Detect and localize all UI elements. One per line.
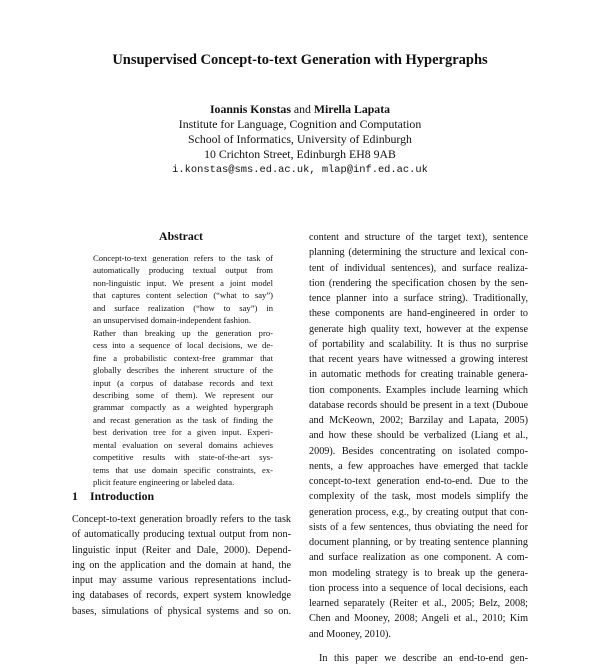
body-line: nents, a few approaches have emerged that tackle bbox=[309, 460, 528, 472]
body-line: and surface realization as one component. A com- bbox=[309, 552, 528, 564]
affiliation-line: Institute for Language, Cognition and Computation bbox=[178, 117, 422, 131]
body-line: In this paper we describe an end-to-end gen- bbox=[319, 652, 528, 664]
abstract-line: mental evaluation on several domains achieves bbox=[93, 439, 273, 450]
body-line: these components are hand-engineered in order to bbox=[309, 308, 528, 320]
author-2: Mirella Lapata bbox=[313, 102, 391, 116]
abstract-line: that captures content selection (“what to say”) bbox=[93, 290, 273, 301]
abstract-line: globally describes the inherent structure of the bbox=[93, 365, 273, 376]
section-number: 1 bbox=[72, 489, 78, 503]
abstract-body bbox=[93, 252, 273, 489]
author-emails: i.konstas@sms.ed.ac.uk, mlap@inf.ed.ac.uk bbox=[172, 164, 428, 176]
abstract-line: and surface realization (“how to say”) in bbox=[93, 302, 273, 313]
paper-title: Unsupervised Concept-to-text Generation with Hypergraphs bbox=[112, 52, 488, 68]
intro-left-column bbox=[72, 512, 291, 619]
body-line: generation process, e.g., by creating output that con- bbox=[309, 506, 528, 518]
body-line: and how these should be verbalized (Liang et al., bbox=[309, 430, 528, 442]
body-line: tion (rendering the specification chosen by the sen- bbox=[309, 277, 528, 289]
abstract-line: non-linguistic input. We present a joint model bbox=[93, 277, 273, 288]
body-line: tion components. Examples include learning which bbox=[309, 384, 528, 396]
body-line: bases, simulations of physical systems and so on. bbox=[72, 605, 291, 617]
body-line: planning (determining the structure and lexical con- bbox=[309, 247, 528, 259]
body-line: ing on the application and the domain at hand, the bbox=[72, 559, 291, 571]
abstract-line: competitive results with state-of-the-art sys- bbox=[93, 452, 273, 463]
abstract-line: an unsupervised domain-independent fashion. bbox=[93, 315, 251, 326]
abstract-line: plicit feature engineering or labeled data. bbox=[93, 477, 235, 488]
abstract-line: Rather than breaking up the generation pro- bbox=[93, 327, 273, 338]
body-line: content and structure of the target text), sentence bbox=[309, 232, 528, 243]
abstract-line: cess into a sequence of local decisions, we de- bbox=[93, 340, 273, 351]
author-conjunction: and bbox=[293, 102, 311, 116]
body-line: complexity of the task, most models simplify the bbox=[309, 491, 528, 503]
body-line: 2009). Besides concentrating on isolated compo- bbox=[309, 445, 528, 457]
author-block bbox=[0, 102, 600, 177]
abstract-line: grammar compactly as a weighted hypergraph bbox=[93, 402, 273, 413]
abstract-line: input (a corpus of database records and text bbox=[93, 377, 273, 388]
body-line: learned separately (Reiter et al., 2005; Belz, 2008; bbox=[309, 598, 528, 609]
abstract-line: tems that use domain specific constraints, ex- bbox=[93, 464, 273, 475]
section-heading-introduction bbox=[72, 489, 154, 504]
body-line: that recent years have witnessed a growing interest bbox=[309, 354, 528, 365]
author-names bbox=[0, 102, 600, 117]
body-line: input may assume various representations includ- bbox=[72, 575, 291, 586]
body-line: database records should be present in a text (Duboue bbox=[309, 399, 528, 411]
body-line: sists of a few sentences, thus obviating the need for bbox=[309, 521, 528, 533]
body-line: of automatically producing textual output from non- bbox=[72, 529, 291, 541]
intro-right-column bbox=[309, 230, 528, 666]
body-line: document planning, or by treating sentence planning bbox=[309, 537, 528, 548]
section-title: Introduction bbox=[90, 489, 155, 503]
abstract-line: fine a probabilistic context-free grammar that bbox=[93, 352, 273, 363]
author-1: Ioannis Konstas bbox=[209, 102, 291, 116]
affiliation-line: 10 Crichton Street, Edinburgh EH8 9AB bbox=[204, 147, 396, 161]
body-line: linguistic input (Reiter and Dale, 2000). Depend- bbox=[72, 544, 291, 556]
body-line: generate high quality text, however at the expense bbox=[309, 323, 528, 335]
abstract-line: Concept-to-text generation refers to the task of bbox=[93, 253, 273, 263]
body-line: mon modeling strategy is to break up the genera- bbox=[309, 567, 528, 579]
body-line: of portability and scalability. It is thus no surprise bbox=[309, 338, 528, 350]
body-line: tence planner into a surface string). Traditionally, bbox=[309, 293, 528, 304]
body-line: tion process into a sequence of local decisions, each bbox=[309, 582, 528, 594]
body-line: and Mooney, 2010). bbox=[309, 628, 391, 640]
abstract-line: automatically producing textual output from bbox=[93, 265, 273, 276]
body-line: tent of individual sentences), and surface realiza- bbox=[309, 262, 528, 274]
affiliation-line: School of Informatics, University of Edinburgh bbox=[188, 132, 412, 146]
body-line: ing databases of records, expert system knowledge bbox=[72, 590, 291, 602]
body-line: concept-to-text generation end-to-end. Due to the bbox=[309, 476, 528, 487]
body-line: in automatic methods for creating trainable genera- bbox=[309, 369, 528, 381]
body-line: Concept-to-text generation broadly refers to the task bbox=[72, 514, 291, 525]
abstract-line: describing some of them). We represent our bbox=[93, 389, 273, 400]
body-line: and McKeown, 2002; Barzilay and Lapata, 2005) bbox=[309, 415, 528, 426]
body-line: Chen and Mooney, 2008; Angeli et al., 2010; Kim bbox=[309, 613, 528, 625]
abstract-line: and recast generation as the task of finding the bbox=[93, 414, 273, 425]
abstract-heading: Abstract bbox=[159, 229, 203, 243]
abstract-line: best derivation tree for a given input. Experi- bbox=[93, 427, 273, 438]
